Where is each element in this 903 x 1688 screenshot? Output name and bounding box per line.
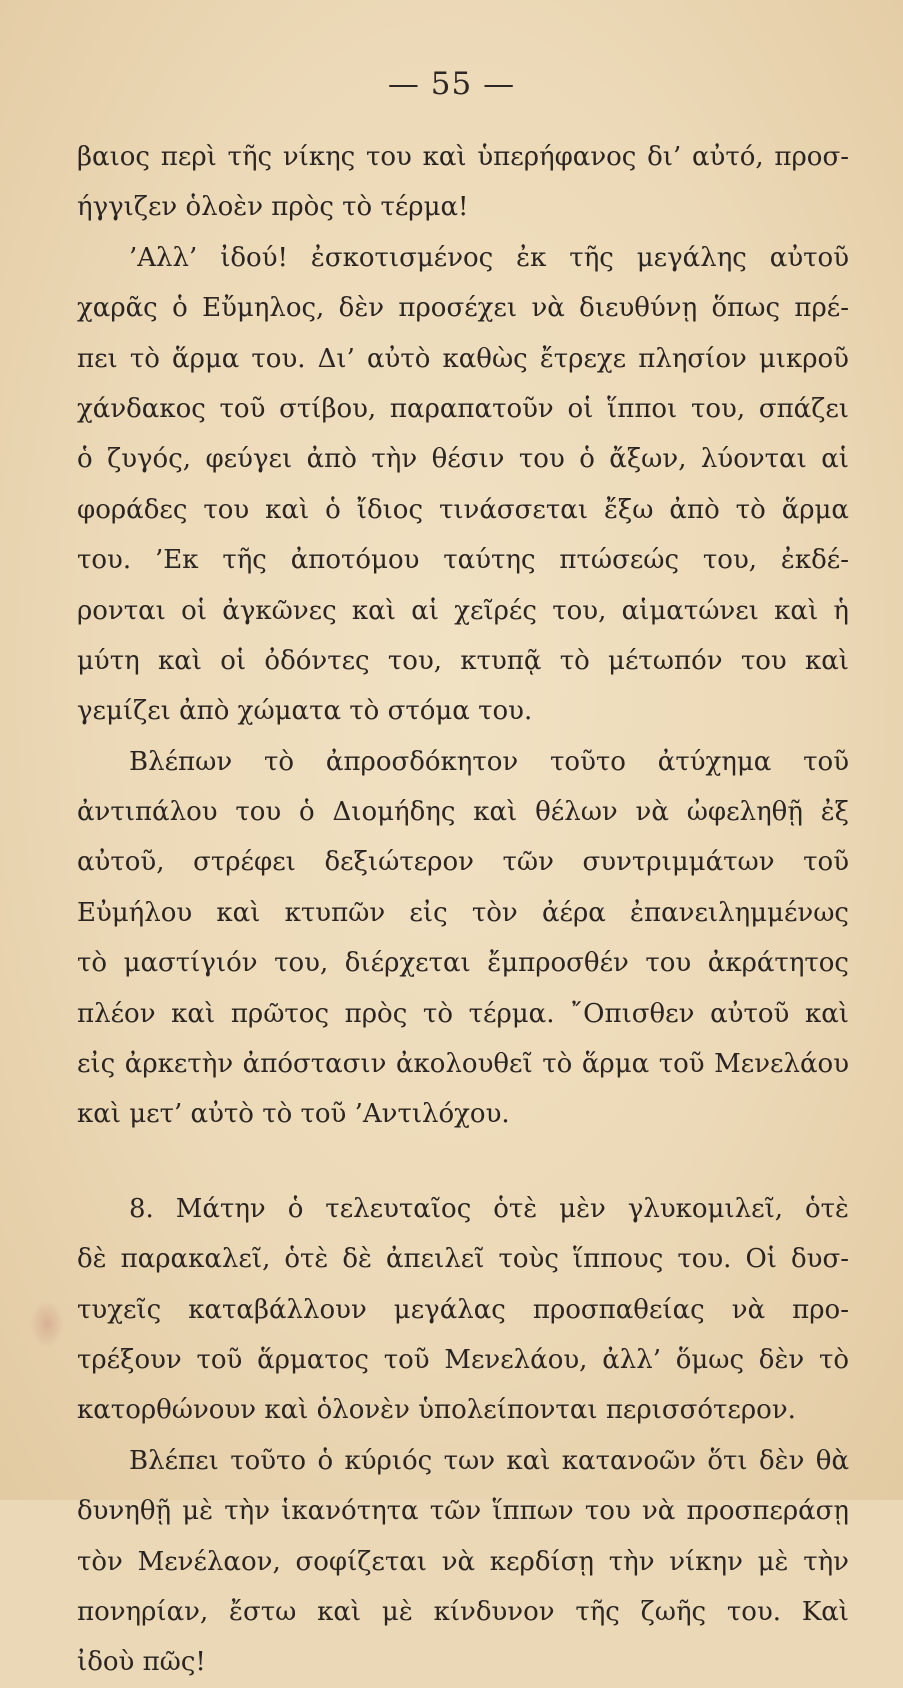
- text-line: πονηρίαν, ἔστω καὶ μὲ κίνδυνον τῆς ζωῆς του. Καὶ: [77, 1596, 849, 1627]
- text-line: μύτη καὶ οἱ ὀδόντες του, κτυπᾷ τὸ μέτωπόν του καὶ: [77, 645, 849, 676]
- text-line: δυνηθῇ μὲ τὴν ἱκανότητα τῶν ἵππων του νὰ προσπεράσῃ: [77, 1496, 849, 1527]
- text-line: βαιος περὶ τῆς νίκης του καὶ ὑπερήφανος δι’ αὐτό, προσ-: [77, 142, 849, 172]
- text-line: γεμίζει ἀπὸ χώματα τὸ στόμα του.: [77, 696, 533, 727]
- text-line: ὁ ζυγός, φεύγει ἀπὸ τὴν θέσιν του ὁ ἄξων, λύονται αἱ: [77, 444, 849, 475]
- text-line: κατορθώνουν καὶ ὁλονὲν ὑπολείπονται περισσότερον.: [77, 1395, 796, 1426]
- text-line: χάνδακος τοῦ στίβου, παραπατοῦν οἱ ἵπποι του, σπάζει: [77, 393, 849, 424]
- text-line: του. ’Εκ τῆς ἀποτόμου ταύτης πτώσεώς του, ἐκδέ-: [77, 545, 849, 576]
- page-stain: [30, 1300, 64, 1348]
- text-line: εἰς ἀρκετὴν ἀπόστασιν ἀκολουθεῖ τὸ ἅρμα τοῦ Μενελάου: [77, 1049, 849, 1080]
- text-line: καὶ μετ’ αὐτὸ τὸ τοῦ ’Αντιλόχου.: [77, 1099, 510, 1130]
- text-line: ήγγιζεν ὁλοὲν πρὸς τὸ τέρμα!: [77, 192, 469, 223]
- page-number: — 55 —: [387, 66, 516, 102]
- text-line: Βλέπει τοῦτο ὁ κύριός των καὶ κατανοῶν ὅτι δὲν θὰ: [129, 1445, 849, 1476]
- paragraph-gap: [77, 1140, 849, 1184]
- text-line: ρονται οἱ ἀγκῶνες καὶ αἱ χεῖρές του, αἱματώνει καὶ ἡ: [77, 595, 849, 626]
- text-line: τὸ μαστίγιόν του, διέρχεται ἔμπροσθέν του ἀκράτητος: [77, 948, 849, 979]
- text-line: ἀντιπάλου του ὁ Διομήδης καὶ θέλων νὰ ὠφεληθῇ ἐξ: [77, 797, 849, 828]
- text-line: ’Αλλ’ ἰδού! ἐσκοτισμένος ἐκ τῆς μεγάλης αὐτοῦ: [129, 242, 849, 273]
- text-line: τρέξουν τοῦ ἅρματος τοῦ Μενελάου, ἀλλ’ ὅμως δὲν τὸ: [77, 1344, 849, 1375]
- text-line: φοράδες του καὶ ὁ ἴδιος τινάσσεται ἔξω ἀπὸ τὸ ἅρμα: [77, 494, 849, 525]
- text-line: αὐτοῦ, στρέφει δεξιώτερον τῶν συντριμμάτων τοῦ: [77, 847, 849, 878]
- text-line: χαρᾶς ὁ Εὔμηλος, δὲν προσέχει νὰ διευθύνῃ ὅπως πρέ-: [77, 293, 849, 324]
- text-line: ἰδοὺ πῶς!: [77, 1647, 206, 1678]
- body-text: [77, 132, 849, 1688]
- text-line: Βλέπων τὸ ἀπροσδόκητον τοῦτο ἀτύχημα τοῦ: [129, 746, 849, 777]
- text-line: Εὐμήλου καὶ κτυπῶν εἰς τὸν ἀέρα ἐπανειλημμένως: [77, 897, 849, 928]
- text-line: πλέον καὶ πρῶτος πρὸς τὸ τέρμα. ῎Οπισθεν αὐτοῦ καὶ: [77, 998, 849, 1029]
- text-line: πει τὸ ἅρμα του. Δι’ αὐτὸ καθὼς ἔτρεχε πλησίον μικροῦ: [77, 343, 849, 374]
- text-line: τυχεῖς καταβάλλουν μεγάλας προσπαθείας νὰ προ-: [77, 1294, 849, 1325]
- text-line: τὸν Μενέλαον, σοφίζεται νὰ κερδίσῃ τὴν νίκην μὲ τὴν: [77, 1546, 849, 1577]
- text-line: δὲ παρακαλεῖ, ὁτὲ δὲ ἀπειλεῖ τοὺς ἵππους του. Οἱ δυσ-: [77, 1244, 849, 1275]
- text-line: 8. Μάτην ὁ τελευταῖος ὁτὲ μὲν γλυκομιλεῖ, ὁτὲ: [129, 1193, 849, 1224]
